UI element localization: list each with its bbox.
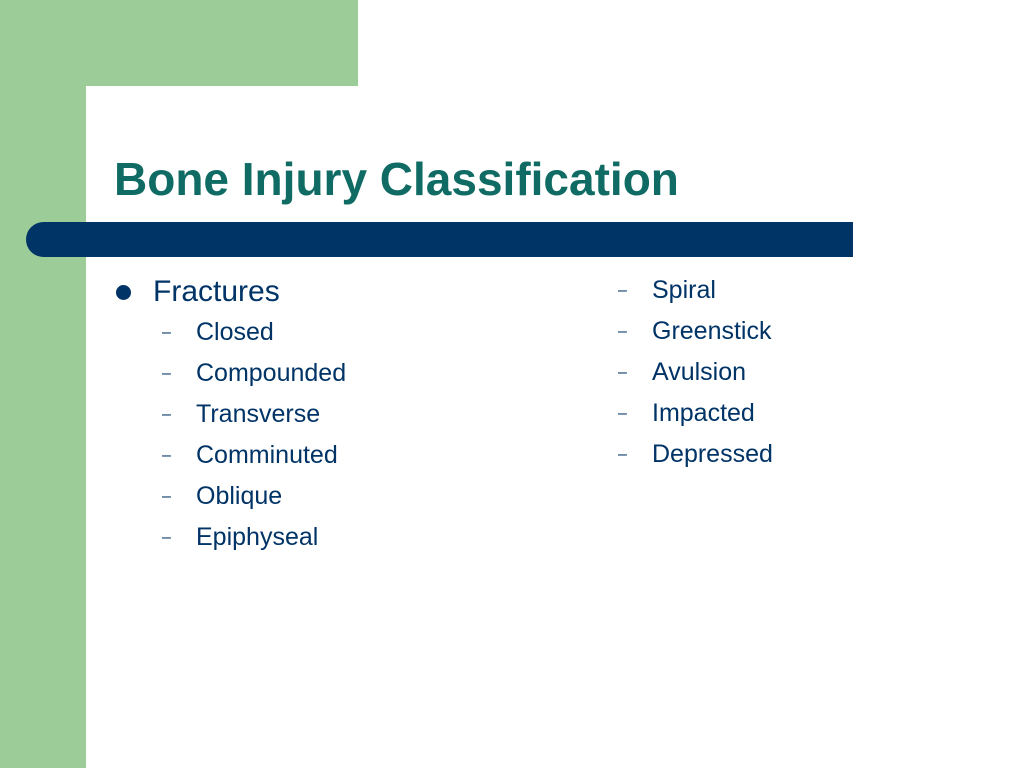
dash-icon: – xyxy=(162,323,171,341)
sub-bullet-item xyxy=(618,434,773,475)
sub-bullet-item xyxy=(618,352,773,393)
sub-bullet-item xyxy=(618,270,773,311)
bullet-label: Fractures xyxy=(153,275,280,308)
sub-bullet-label: Greenstick xyxy=(652,317,772,345)
sub-bullet-label: Closed xyxy=(196,318,274,346)
sub-bullet-label: Avulsion xyxy=(652,358,747,386)
sub-bullet-label: Spiral xyxy=(652,276,716,304)
sub-bullet-label: Oblique xyxy=(196,482,283,510)
dash-icon: – xyxy=(618,281,627,299)
bullet-column-left xyxy=(114,272,346,558)
sub-bullet-label: Comminuted xyxy=(196,441,338,469)
title-underline-bar xyxy=(26,222,853,257)
sub-bullet-item xyxy=(114,312,346,353)
sub-bullet-item xyxy=(114,435,346,476)
sub-bullet-label: Transverse xyxy=(196,400,321,428)
sub-bullet-label: Compounded xyxy=(196,359,347,387)
slide-title: Bone Injury Classification xyxy=(114,153,679,205)
sub-bullet-item xyxy=(114,394,346,435)
dash-icon: – xyxy=(162,487,171,505)
dash-icon: – xyxy=(618,363,627,381)
dash-icon: – xyxy=(618,322,627,340)
sub-bullet-item xyxy=(114,517,346,558)
bullet-item-fractures xyxy=(114,272,346,312)
green-decoration-top xyxy=(0,0,358,86)
dash-icon: – xyxy=(618,445,627,463)
sub-bullet-label: Impacted xyxy=(652,399,755,427)
dash-icon: – xyxy=(162,364,171,382)
sub-bullet-item xyxy=(114,353,346,394)
bullet-dot-icon xyxy=(116,285,131,300)
dash-icon: – xyxy=(162,528,171,546)
green-decoration-left xyxy=(0,0,86,768)
sub-bullet-item xyxy=(618,393,773,434)
sub-bullet-label: Depressed xyxy=(652,440,773,468)
dash-icon: – xyxy=(162,405,171,423)
sub-bullet-item xyxy=(618,311,773,352)
sub-bullet-label: Epiphyseal xyxy=(196,523,319,551)
bullet-column-right xyxy=(618,270,773,475)
dash-icon: – xyxy=(618,404,627,422)
dash-icon: – xyxy=(162,446,171,464)
sub-bullet-item xyxy=(114,476,346,517)
